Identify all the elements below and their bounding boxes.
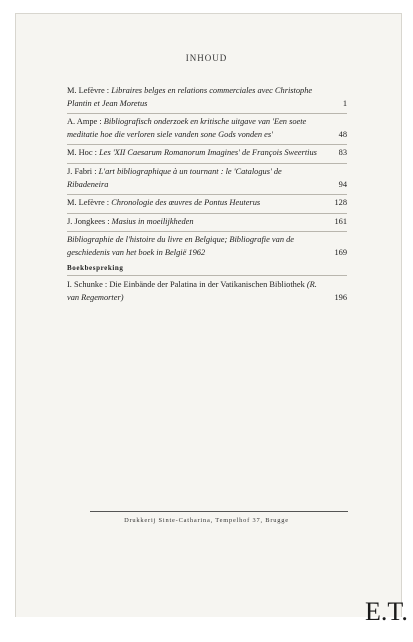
toc-entry-page-number: 1 xyxy=(342,98,347,108)
toc-entry xyxy=(67,164,347,195)
toc-entry-title: Masius in moeilijkheden xyxy=(111,216,194,226)
toc-entry-title: Les 'XII Caesarum Romanorum Imagines' de François Sweertius xyxy=(99,148,317,158)
printer-imprint: Drukkerij Sinte-Catharina, Tempelhof 37, Brugge xyxy=(124,517,289,524)
toc-entry-author: A. Ampe : xyxy=(67,117,102,127)
toc-entry xyxy=(67,214,347,233)
toc-entry xyxy=(67,114,347,145)
toc-entry xyxy=(67,83,347,114)
review-page-number: 196 xyxy=(334,292,347,302)
toc-entry-author: M. Hoc : xyxy=(67,148,98,158)
toc-entry-author: M. Lefèvre : xyxy=(67,198,110,208)
page-bottom-strip xyxy=(15,617,402,642)
toc-entry-page-number: 83 xyxy=(338,148,347,158)
footer-rule xyxy=(90,511,348,512)
toc-entry xyxy=(67,232,347,262)
watermark-logo: E.T. xyxy=(365,597,408,626)
toc-entry-title: L'art bibliographique à un tournant : le 'Catalogus' de Ribadeneira xyxy=(67,166,282,189)
review-reviewer: (R. van Regemorter) xyxy=(67,280,317,302)
toc-entry-page-number: 161 xyxy=(334,216,347,226)
toc-entry-title: Libraires belges en relations commerciales avec Christophe Plantin et Jean Moretus xyxy=(67,86,313,108)
toc-entry-page-number: 128 xyxy=(334,198,347,208)
toc-entry-author: J. Jongkees : xyxy=(67,216,110,226)
toc-entry-title: Bibliographie de l'histoire du livre en Belgique; Bibliografie van de geschiedenis van het boek in België 1962 xyxy=(67,235,295,257)
review-text: I. Schunke : Die Einbände der Palatina in der Vatikanischen Bibliothek xyxy=(67,280,305,289)
review-entry xyxy=(67,275,347,304)
toc-entry-page-number: 94 xyxy=(338,179,347,189)
section-title-boekbespreking: Boekbespreking xyxy=(67,264,124,272)
toc-entry-page-number: 48 xyxy=(338,129,347,139)
toc-entry-title: Bibliografisch onderzoek en kritische uitgave van 'Een soete meditatie hoe die verloren siele vanden sone Gods vonden es' xyxy=(67,117,307,139)
toc-entry-page-number: 169 xyxy=(334,247,347,257)
toc-entry-title: Chronologie des œuvres de Pontus Heuterus xyxy=(111,198,261,208)
toc-entry-author: J. Fabri : xyxy=(67,166,97,176)
toc-entry xyxy=(67,145,347,164)
table-of-contents xyxy=(67,83,347,263)
toc-entry xyxy=(67,195,347,214)
toc-entry-author: M. Lefèvre : xyxy=(67,86,110,95)
contents-heading: INHOUD xyxy=(185,53,228,63)
